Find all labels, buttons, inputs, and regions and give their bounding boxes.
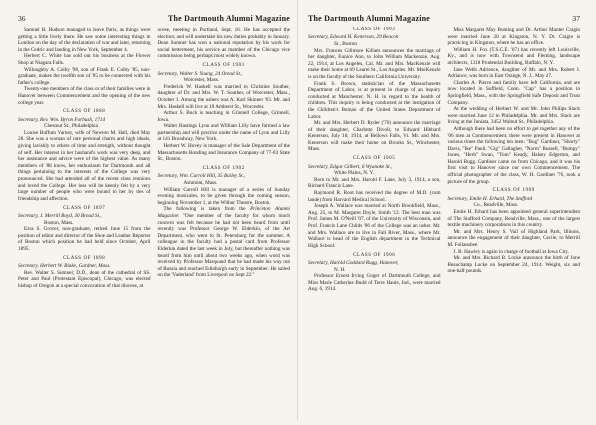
right-page-columns [308,27,580,425]
left-page-number: 36 [18,14,26,23]
note-vail: Mr. and Mrs. Henry S. Vail of Highland Park, Illinois, announce the engagement of their daughter, Cecile, to Merrill M. Follansbee. [447,228,580,248]
note-haskell: Frederick W. Haskell was married to Christine Souther, daughter of Dr. and Mrs. W. T. Souther, of Worcester, Mass., October 1. Among the ushers was A. Karl Skinner '03. Mr. and Mrs. Haskell will live at 18 Amherst St., Worcester. [157,83,290,110]
column-4 [448,27,581,425]
note-slack: At the wedding of Herbert W. and Mr. John Philips Slack were married June 12 in Philadelphia. Mr. and Mrs. Slack are living at the Juniata, 3452 Walnut St., Philadelphia. [447,106,580,126]
note-locke: Mr. and Mrs. Richard B. Locke announce the birth of June Beauchamp Locke on September 24, 1914. Weight, six and one-half pounds. [447,255,580,275]
class-heading-1888: CLASS OF 1888 [63,109,106,115]
left-running-title: The Dartmouth Alumni Magazine [167,14,290,23]
left-page-header [18,14,290,25]
note-commencement: Although there had been no effort to get together any of the '06 men at Commencement, there were present in Hanover at various times the following ten men: "Bug" Gardiner, "Shorty" Davis, "Ike" Paull, "Gig" Gallagher, "Norm" Russell, "Bumpy" Jones, "Herb" Swan, "Tom" Keady, Halsey Edgerton, and Harold Rugg. Gardiner came on from Chicago, and it was his first visit to Hanover since our own Commencement. The official photographer of the class, W. H. Gardiner '76, took a picture of the group. [447,125,580,185]
class-heading-1901: CLASS OF 1901 [202,63,245,69]
note-hawley: J. B. Hawley is again in charge of football at Iowa City. [453,248,569,255]
secretary-1888: Secretary, Rev. Wm. Byron Forbush, 1714 [18,116,105,123]
note-colby: Willoughby A. Colby '98, son of Frank E. Colby '85, non-graduate, makes the twelfth son of '85 to be connected with his father's college. [18,66,151,86]
note-erhard: Emile H. Erhard has been appointed general superintendent of The Stafford Company, Readville, Mass., one of the largest textile machinery corporations in this country. [447,209,580,229]
secretary-1903: Secretary, Edward H. Kenerson, 29 Beacon [308,34,399,41]
note-grover: Ezra S. Grover, non-graduate, retired June 15 from the position of editor and director of the Shoe and Leather Reporter of Boston which position he had held since October, April 1895. [18,226,151,252]
note-kenerson: Mr. and Mrs. Herbert D. Ryder ('76) announce the marriage of their daughter, Charlotte Divoll, to Edward Hibbard Kenerson, July 10, 1914, at Bellows Falls, Vt. Mr. and Mrs. Kenerson will make their home on Brooks St., Winchester, Mass. [308,120,441,153]
secretary-1897-address: Boston, Mass. [44,219,74,226]
note-adriance: Jane Webb Adrience, daughter of Mr. and Mrs. Robert I. Adriance, was born in East Orange, N. J., May 27. [447,66,580,80]
note-wallace: Joseph A. Wallace was married at North Brookfield, Mass., Aug. 25, to M. Margaret Doyle, Smith '12. The best man was Prof. James M. O'Neill '07, of the University of Wisconsin, and Prof. Francis Lane Childs '06 of the College was an usher. Mr. and Mrs. Wallace are to live in Fall River, Mass., where Mr. Wallace is head of the English department in the Technical High School. [308,203,441,249]
column-3 [308,27,441,425]
right-running-title: The Dartmouth Alumni Magazine [308,14,431,23]
secretary-1903-address: St., Boston [334,40,357,47]
secretary-1897: Secretary, J. Merrill Boyd, 30 Broad St., [18,213,102,219]
secretary-1909: Secretary, Emile H. Erhard, The Stafford [447,195,533,202]
note-sumner-continued: ocese, meeting in Portland, Sept. 16. He has accepted the election, and will undertake his new duties probably in January. Dean Sumner has won a national reputation by his work for social betterment, his service as member of the Chicago vice commission being perhaps most widely known. [157,27,290,60]
note-hill: William Carroll Hill is manager of a series of Sunday evening musicales, to be given through the coming season, beginning November 1, at the Wilbur Theatre, Boston. [157,186,290,206]
secretary-1902: Secretary, Wm. Carroll Hill, 35 Bailey St., [157,173,246,180]
note-sumner: Rev. Walter S. Sumner, D.D., dean of the cathedral of SS. Peter and Paul (Protestant Episcopal), Chicago, was elected bishop of Oregon at a special convocation of that diocese, at [18,269,151,289]
note-hudson: Samuel H. Hudson managed to leave Paris, as things were getting a little lively there. He saw some interesting things in London on the day of the declaration of war and later, returning in the Cedric and landing in New York, September 4. [18,27,151,53]
class-heading-1909: CLASS OF 1909 [492,188,535,194]
secretary-1888-address: Chestnut St., Philadelphia [44,123,98,130]
note-lane: Born to Mr. and Mrs. Harold F. Lane, July 3, 1914, a son, Richard Francis Lane. [308,176,441,190]
secretary-1901-address: Worcester, Mass. [183,77,220,84]
note-hall: Louise Buffum Varney, wife of Newton M. Hall, died May 28. She was a woman of rare personal charm and high ideals, giving lavishly to others of time and strength, without thought of self. Her interest in her husband's work was very deep, and her assistance and advice were of the highest value. As many members of '88 know, her enthusiasm for Dartmouth and all things pertaining to the interests of the College was very pronounced. She had attended all of the recent class reunions and loved the College. Her loss will be keenly felt by a very large number of people who were bound to her by ties of friendship and affection. [18,129,151,202]
right-page-number: 37 [572,14,580,23]
class-heading-1897: CLASS OF 1897 [63,205,106,211]
left-page [0,0,296,420]
note-white: Herbert C. White has sold out his business at the Flower Shop at Niagara Falls. [18,53,151,66]
class-heading-1902: CLASS OF 1902 [202,166,245,172]
note-goger: Professor Ernest Irving Goger of Dartmouth College, and Miss Marie Catherine Budd of Terre Haute, Ind., were married Aug. 6, 1914. [308,273,441,293]
class-heading-1905: CLASS OF 1905 [353,156,396,162]
secretary-1902-address: Ashmont, Mass. [183,180,218,187]
secretary-1898: Secretary, Herbert W. Blake, Gardner, Mass. [18,263,111,270]
class-heading-1906: CLASS OF 1906 [353,252,396,258]
note-pierce: Charles A. Pierce and family have left California, and are now located in Suffield, Conn. "Cap" has a position in Springfield, Mass., with the Springfield Safe Deposit and Trust Company. [447,79,580,106]
note-hovey: Herbert W. Hovey is manager of the Sale Department of the Massachusetts Bonding and Insurance Company of 77-83 State St., Boston. [157,143,290,163]
page-gutter [297,0,298,420]
secretary-1906: Secretary, Harold Goddard Rugg, Hanover, [308,259,399,266]
class-heading-1898: CLASS OF 1898 [63,255,106,261]
secretary-1905-address: White Plains, N. Y. [334,170,374,177]
note-visitors: Twenty-one members of the class or of their families were in Hanover between Commencement and the opening of the new college year. [18,86,151,106]
note-lyon-lilly: Walter Hastings Lyon and William Lilly have formed a law partnership and will practice under the name of Lyon and Lilly at 141 Broadway, New York. [157,123,290,143]
column-2 [158,27,291,425]
secretary-1906-address: N. H. [334,266,346,273]
secretary-1905: Secretary, Edgar Gilbert, 6 Wyanoke St., [308,163,393,170]
note-mackenzie: Mrs. Frances Gillmore Killam announces the marriage of her daughter, Eunice Ann, to John William Mackenzie, Aug. 22, 1914, at Los Angeles, Cal. Mr. and Mrs. MacKenzie will make their home at 69 Laurel St., Los Angeles. Mr. MacKenzie is on the faculty of the Southern California University. [308,47,441,80]
note-cragin: Miss Margaret May Bunting and Dr. Arthur Manter Cragin were married June 20 at Kingston, N. Y. Dr. Cragin is practicing in Kingston, where he has an office. [447,27,580,47]
right-page-header [308,14,580,25]
note-elderkin: The following is taken from the Princeton Alumni Magazine: "One member of the faculty for whom much concern was felt because he had not been heard from until recently was Professor George W. Elderkin, of the Art Department, who went to St. Petersburg for the summer. A colleague in the faculty had a postal card from Professor Elderkin dated the last week in July, but thereafter nothing was heard from him until about two weeks ago, when word was received by Professor Marquand that he had made his way out of Russia and reached Edinburgh early in September. He sailed on the 'Vaderland' from Liverpool on Sept 22." [157,206,290,279]
note-fox: William H. Fox (T.S.C.E. '07) has recently left Louisville, Ky., and is now with Townsend and Fleming, landscape architects, 1318 Prudential Building, Buffalo, N. Y. [447,46,580,66]
column-1 [18,27,151,425]
class-heading-1903: CLASS OF 1903 [353,27,396,32]
secretary-1909-address: Co., Readville, Mass. [473,202,519,209]
right-page [300,0,596,420]
note-buck: Arthur S. Buck is teaching in Grinnell College, Grinnell, Iowa. [157,110,290,123]
left-page-columns [18,27,290,425]
note-root: Raymond R. Root has received the degree of M.D. (cum laude) from Harvard Medical School. [308,190,441,203]
note-brown: Frank S. Brown, statistician of the Massachusetts Department of Labor, is at present in charge of an inquiry conducted at Manchester, N. H. in regard to the health of children. This inquiry is being conducted at the instigation of the Children's Bureau of the United States Department of Labor. [308,80,441,120]
secretary-1901: Secretary, Walter S. Young, 24 Oread St., [157,70,243,77]
